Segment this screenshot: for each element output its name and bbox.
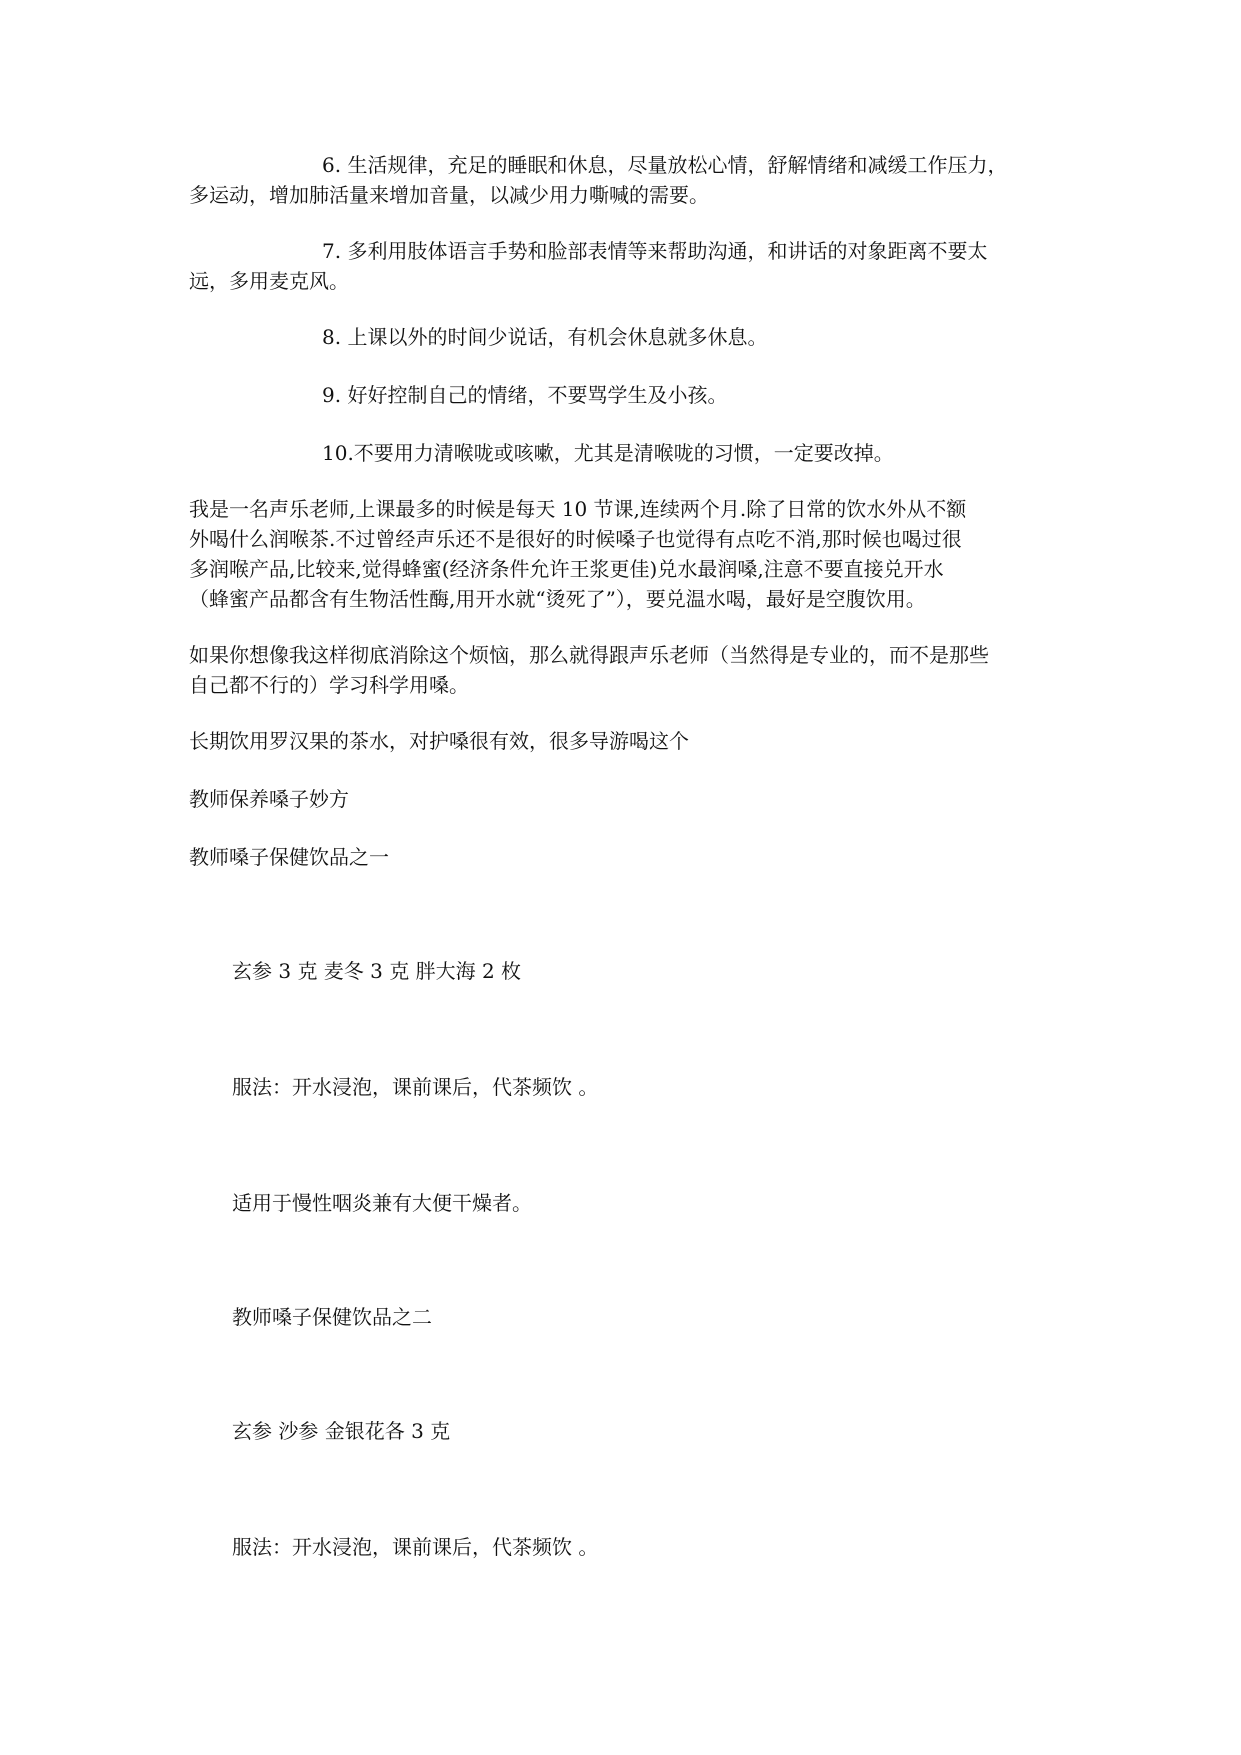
teacher-paragraph-line-4: （蜂蜜产品都含有生物活性酶,用开水就“烫死了”），要兑温水喝，最好是空腹饮用。 (189, 587, 926, 611)
recipe-one-usage: 服法：开水浸泡，课前课后，代茶频饮 。 (232, 1075, 599, 1099)
teacher-paragraph-line-3: 多润喉产品,比较来,觉得蜂蜜(经济条件允许王浆更佳)兑水最润嗓,注意不要直接兑开水 (189, 557, 944, 581)
section-heading-remedies: 教师保养嗓子妙方 (189, 787, 349, 811)
list-item-6-line-2: 多运动，增加肺活量来增加音量，以减少用力嘶喊的需要。 (189, 183, 709, 207)
recipe-two-ingredients: 玄参 沙参 金银花各 3 克 (232, 1419, 451, 1443)
recipe-one-ingredients: 玄参 3 克 麦冬 3 克 胖大海 2 枚 (232, 959, 522, 983)
advice-paragraph-line-2: 自己都不行的）学习科学用嗓。 (189, 673, 469, 697)
recipe-one-indication: 适用于慢性咽炎兼有大便干燥者。 (232, 1191, 532, 1215)
recipe-two-usage: 服法：开水浸泡，课前课后，代茶频饮 。 (232, 1535, 599, 1559)
teacher-paragraph-line-2: 外喝什么润喉茶.不过曾经声乐还不是很好的时候嗓子也觉得有点吃不消,那时候也喝过很 (189, 527, 962, 551)
recipe-one-heading: 教师嗓子保健饮品之一 (189, 845, 389, 869)
list-item-7-line-1: 7. 多利用肢体语言手势和脸部表情等来帮助沟通，和讲话的对象距离不要太 (322, 239, 988, 263)
teacher-paragraph-line-1: 我是一名声乐老师,上课最多的时候是每天 10 节课,连续两个月.除了日常的饮水外从不额 (189, 497, 967, 521)
list-item-8: 8. 上课以外的时间少说话，有机会休息就多休息。 (322, 325, 768, 349)
list-item-6-line-1: 6. 生活规律，充足的睡眠和休息，尽量放松心情，舒解情绪和减缓工作压力， (322, 153, 1008, 177)
list-item-9: 9. 好好控制自己的情绪，不要骂学生及小孩。 (322, 383, 728, 407)
luohanguo-note: 长期饮用罗汉果的茶水，对护嗓很有效，很多导游喝这个 (189, 729, 689, 753)
list-item-7-line-2: 远，多用麦克风。 (189, 269, 349, 293)
advice-paragraph-line-1: 如果你想像我这样彻底消除这个烦恼，那么就得跟声乐老师（当然得是专业的，而不是那些 (189, 643, 989, 667)
recipe-two-heading: 教师嗓子保健饮品之二 (232, 1305, 432, 1329)
list-item-10: 10.不要用力清喉咙或咳嗽，尤其是清喉咙的习惯，一定要改掉。 (322, 441, 894, 465)
